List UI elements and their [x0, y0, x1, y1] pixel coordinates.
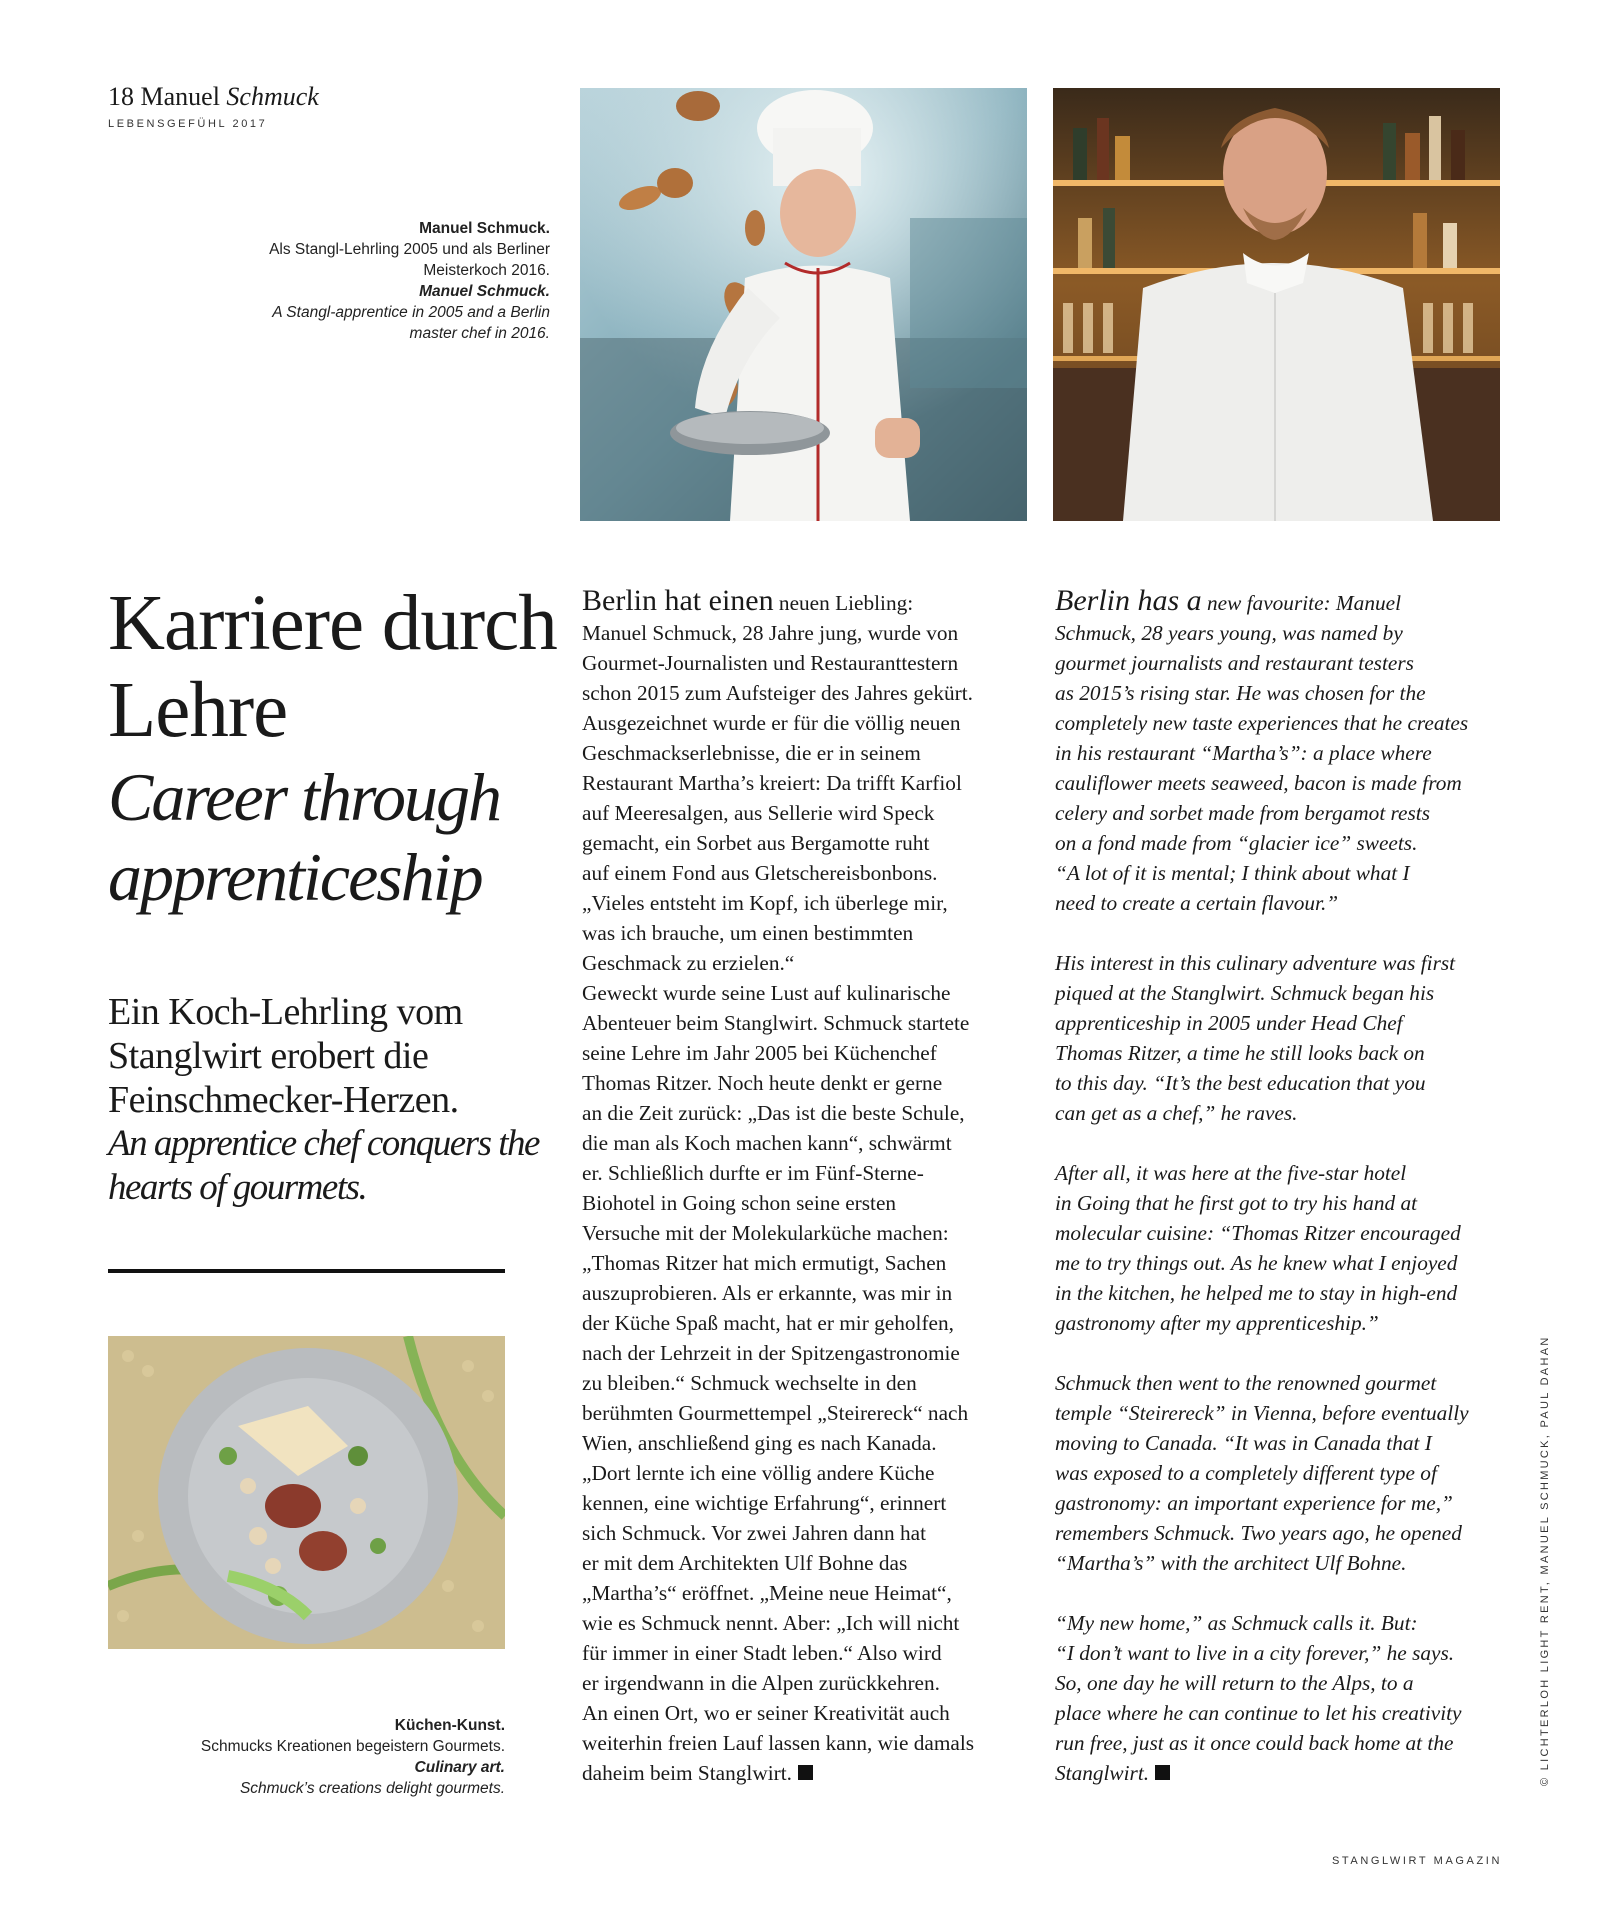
section-name-italic: Schmuck: [226, 82, 319, 111]
photo-caption-top: [240, 218, 550, 344]
photo-dish: [108, 1336, 505, 1649]
magazine-footer: STANGLWIRT MAGAZIN: [1331, 1855, 1502, 1867]
headline-de: Karriere durch Lehre: [108, 580, 557, 754]
caption-text-de: Als Stangl-Lehrling 2005 und als Berliner Meisterkoch 2016.: [269, 241, 550, 279]
body-text-de: neuen Liebling: Manuel Schmuck, 28 Jahre jung, wurde von Gourmet-Journalisten und Restauranttestern schon 2015 zum Aufsteiger des Jahres gekürt. Ausgezeichnet wurde er für die völlig neuen Geschmackserlebnisse, die er in seinem Restaurant Martha’s kreiert: Da trifft Karfiol auf Meeresalgen, aus Sellerie wird Speck gemacht, ein Sorbet aus Bergamotte ruht auf einem Fond aus Gletschereisbonbons. „Vieles entsteht im Kopf, ich überlege mir, was ich brauche, um einen bestimmten Geschmack zu erzielen.“ Geweckt wurde seine Lust auf kulinarische Abenteuer beim Stanglwirt. Schmuck startete seine Lehre im Jahr 2005 bei Küchenchef Thomas Ritzer. Noch heute denkt er gerne an die Zeit zurück: „Das ist die beste Schule, die man als Koch machen kann“, schwärmt er. Schließlich durfte er im Fünf-Sterne- Biohotel in Going schon seine ersten Versuche mit der Molekularküche machen: „Thomas Ritzer hat mich ermutigt, Sachen auszuprobieren. Als er erkannte, was mir in der Küche Spaß macht, hat er mir geholfen, nach der Lehrzeit in der Spitzengastronomie zu bleiben.“ Schmuck wechselte in den berühmten Gourmettempel „Steirereck“ nach Wien, anschließend ging es nach Kanada. „Dort lernte ich eine völlig andere Küche kennen, eine wichtige Erfahrung“, erinnert sich Schmuck. Vor zwei Jahren dann hat er mit dem Architekten Ulf Bohne das „Martha’s“ eröffnet. „Meine neue Heimat“, wie es Schmuck nennt. Aber: „Ich will nicht für immer in einer Stadt leben.“ Also wird er irgendwann in die Alpen zurückkehren. An einen Ort, wo er seiner Kreativität auch weiterhin freien Lauf lassen kann, wie damals daheim beim Stanglwirt.: [582, 591, 975, 1785]
caption-text-de: Schmucks Kreationen begeistern Gourmets.: [200, 1738, 505, 1755]
section-name: Manuel: [140, 82, 220, 111]
body-text-en: new favourite: Manuel Schmuck, 28 years young, was named by gourmet journalists and restaurant testers as 2015’s rising star. He was chosen for the completely new taste experiences that he creates in his restaurant “Martha’s”: a place where cauliflower meets seaweed, bacon is made from celery and sorbet made from bergamot rests on a fond made from “glacier ice” sweets. “A lot of it is mental; I think about what I need to create a certain flavour.” His interest in this culinary adventure was first piqued at the Stanglwirt. Schmuck began his apprenticeship in 2005 under Head Chef Thomas Ritzer, a time he still looks back on to this day. “It’s the best education that you can get as a chef,” he raves. After all, it was here at the five-star hotel in Going that he first got to try his hand at molecular cuisine: “Thomas Ritzer encouraged me to try things out. As he knew what I enjoyed in the kitchen, he helped me to stay in high-end gastronomy after my apprenticeship.” Schmuck then went to the renowned gourmet temple “Steirereck” in Vienna, before eventually moving to Canada. “It was in Canada that I was exposed to a completely different type of gastronomy: an important experience for me,” remembers Schmuck. Two years ago, he opened “Martha’s” with the architect Ulf Bohne. “My new home,” as Schmuck calls it. But: “I don’t want to live in a city forever,” he says. So, one day he will return to the Alps, to a place where he can continue to let his creativity run free, just as it once could back home at the Stanglwirt.: [1055, 591, 1469, 1785]
end-mark: [798, 1765, 813, 1780]
headline-en: Career through apprenticeship: [108, 759, 500, 915]
caption-text-en: A Stangl-apprentice in 2005 and a Berlin master chef in 2016.: [272, 304, 550, 342]
caption-title-en: Manuel Schmuck.: [419, 283, 550, 300]
lead-in-de: Berlin hat einen: [582, 584, 774, 617]
issue-label: LEBENSGEFÜHL 2017: [108, 118, 268, 130]
subline-en: An apprentice chef conquers the hearts of gourmets.: [108, 1123, 539, 1208]
photo-chef-portrait: [1053, 88, 1500, 521]
article-body-en: [1055, 586, 1505, 1788]
caption-title-en: Culinary art.: [414, 1759, 505, 1776]
caption-text-en: Schmuck’s creations delight gourmets.: [239, 1780, 505, 1797]
caption-title-de: Manuel Schmuck.: [419, 220, 550, 237]
end-mark: [1155, 1765, 1170, 1780]
page-number: 18: [108, 82, 134, 111]
photo-apprentice-chef: [580, 88, 1027, 521]
lead-in-en: Berlin has a: [1055, 584, 1202, 617]
caption-title-de: Küchen-Kunst.: [394, 1717, 505, 1734]
photo-caption-bottom: [100, 1715, 505, 1799]
page-folio: [108, 82, 319, 112]
divider-rule: [108, 1269, 505, 1273]
photo-credit: © LICHTERLOH LIGHT RENT, MANUEL SCHMUCK, PAUL DAHAN: [1539, 1335, 1551, 1786]
article-body-de: [582, 586, 1042, 1788]
subline-de: Ein Koch-Lehrling vom Stanglwirt erobert die Feinschmecker-Herzen.: [108, 991, 463, 1121]
